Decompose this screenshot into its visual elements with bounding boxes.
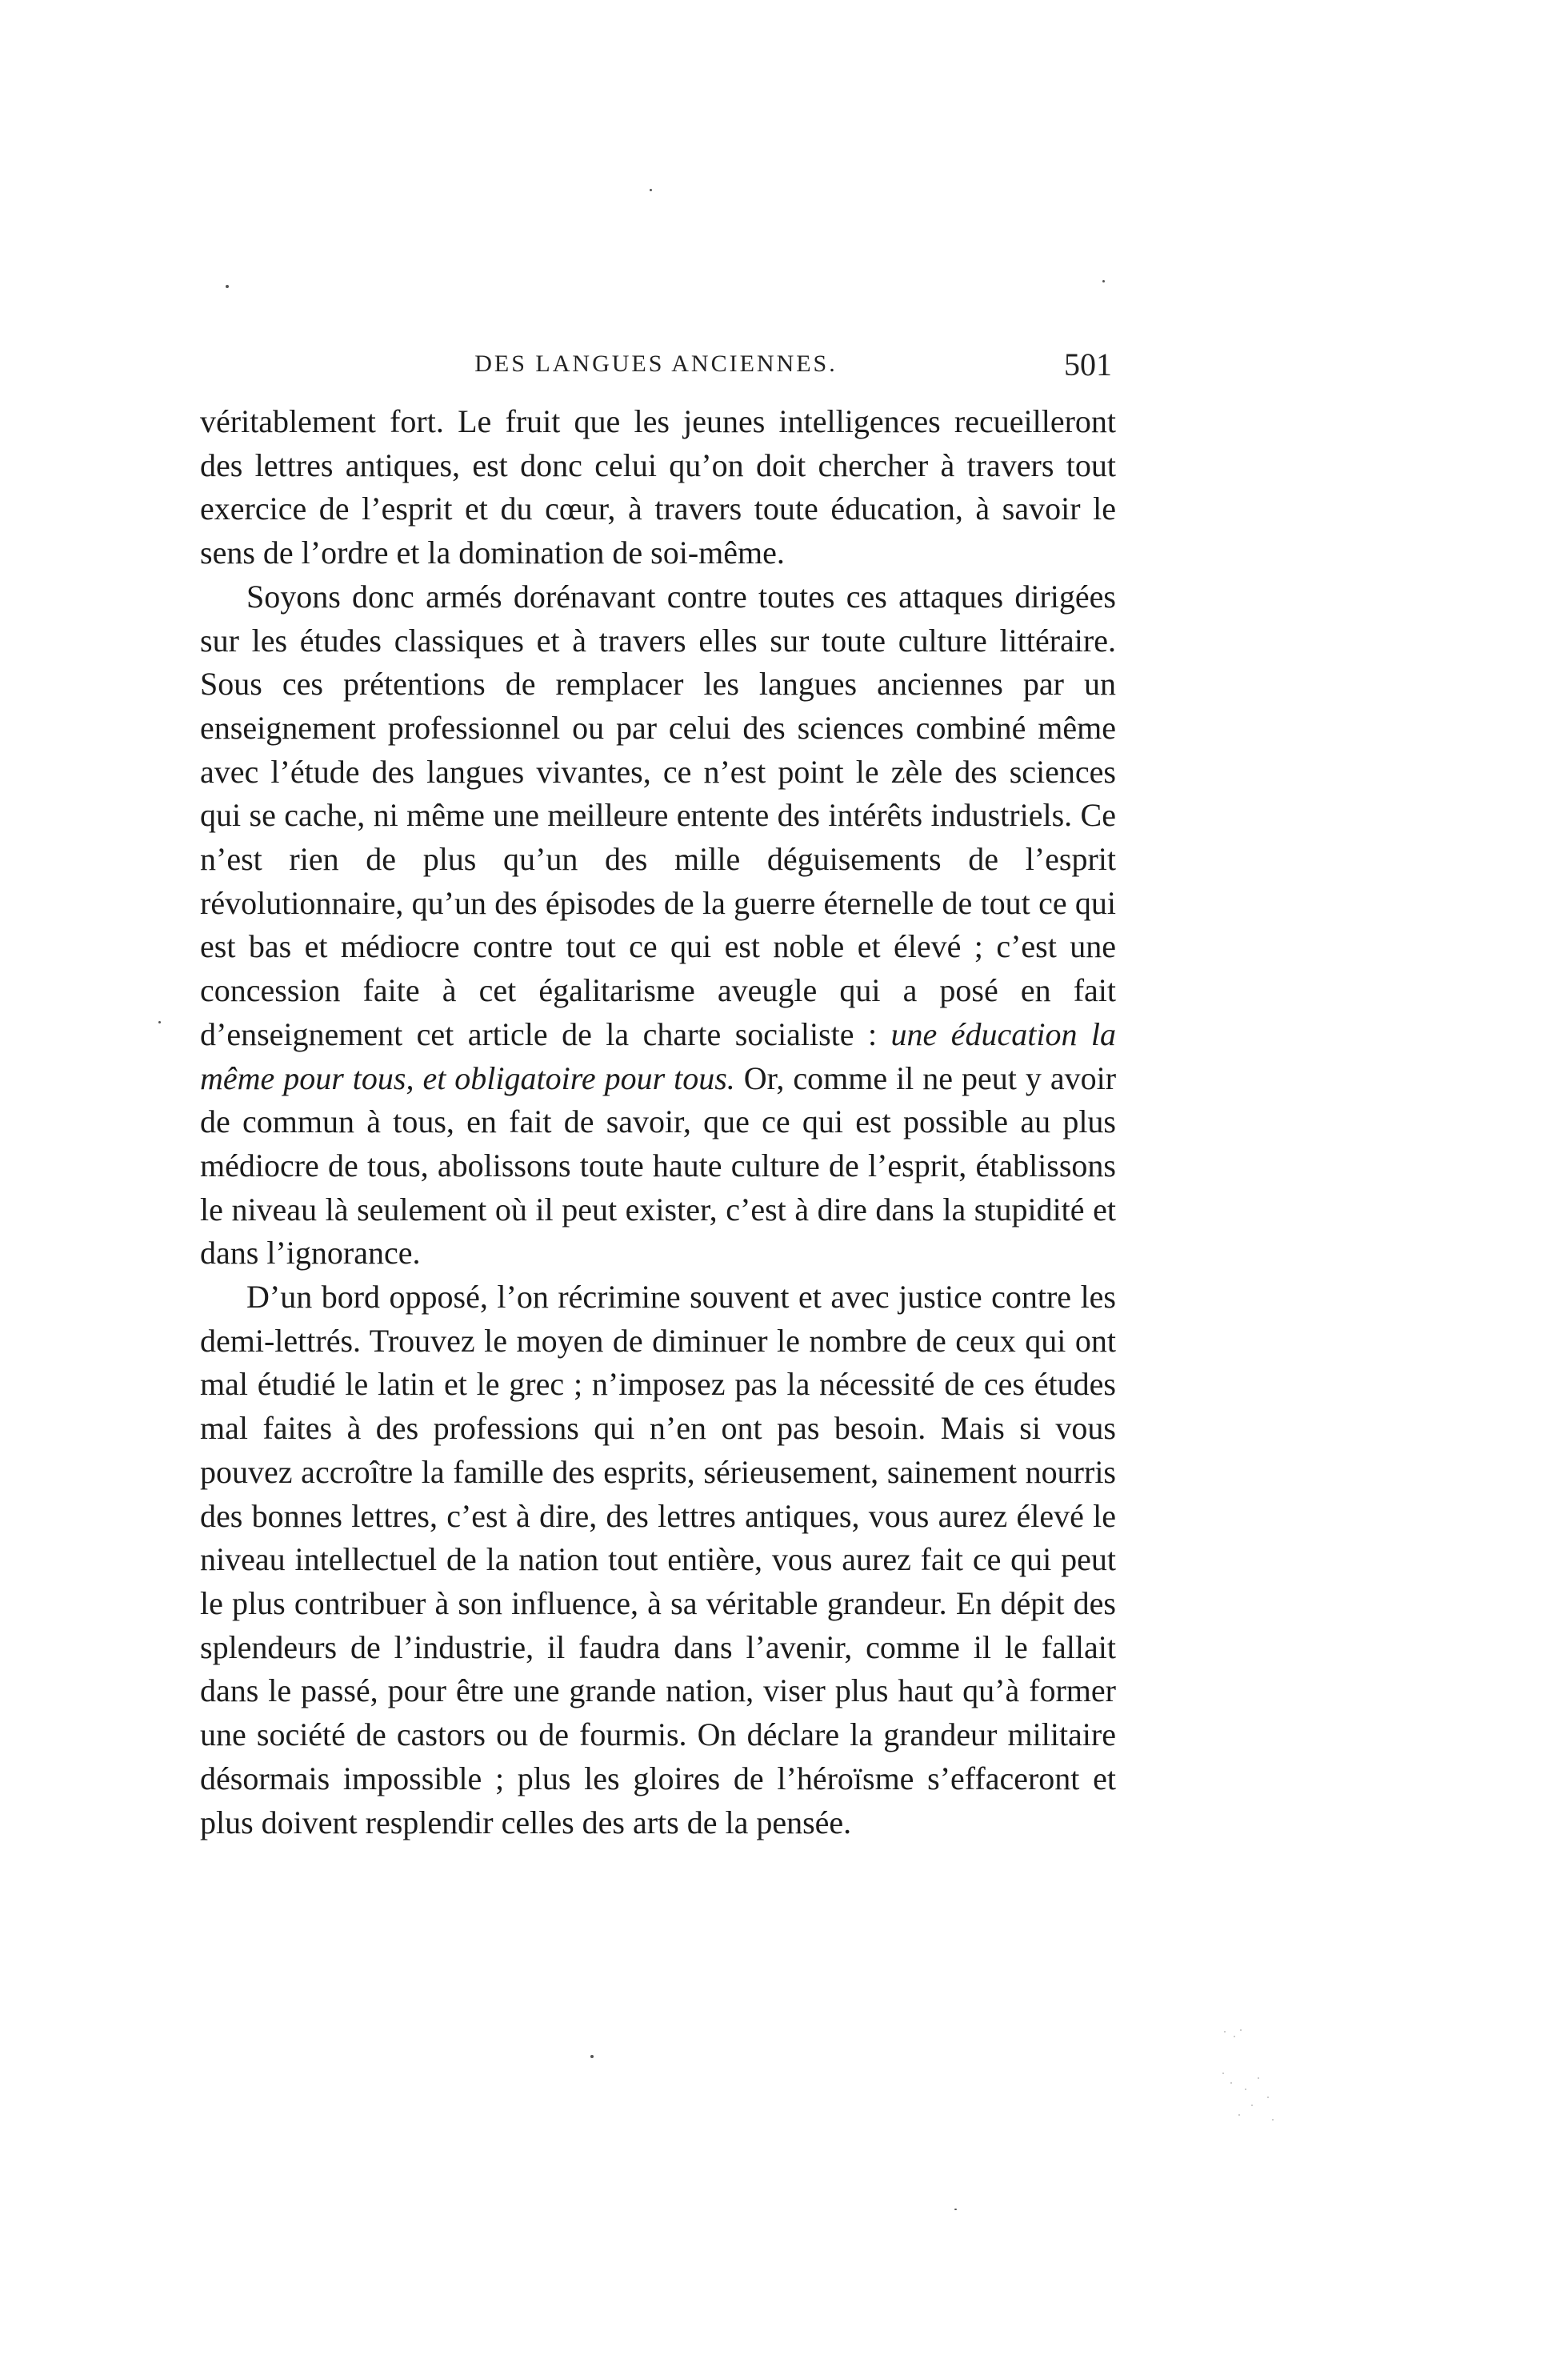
paragraph-2-text-continued: Or, comme il ne peut y avoir de commun à tous, en fait de savoir, que ce qui est possible au plus médiocre de tous, abolissons toute haute culture de l’esprit, établissons le niveau là seulement où il peut exister, c’est à dire dans la stupidité et dans l’ignorance. [200, 1059, 1117, 1272]
paragraph-3-text: D’un bord opposé, l’on récrimine souvent et avec justice contre les demi-lettrés. Trouvez le moyen de diminuer le nombre de ceux qui ont mal étudié le latin et le grec ; n’imposez pas la nécessité de ces études mal faites à des professions qui n’en ont pas besoin. Mais si vous pouvez accroître la famille des esprits, sérieusement, sainement nourris des bonnes lettres, c’est à dire, des lettres antiques, vous aurez élevé le niveau intellectuel de la nation tout entière, vous aurez fait ce qui peut le plus contribuer à son influence, à sa véritable grandeur. En dépit des splendeurs de l’industrie, il faudra dans l’avenir, comme il le fallait dans le passé, pour être une grande nation, viser plus haut qu’à former une société de castors ou de fourmis. On déclare la grandeur militaire désormais impossible ; plus les gloires de l’héroïsme s’effaceront et plus doivent resplendir celles des arts de la pensée. [200, 1279, 1116, 1840]
scan-noise [1216, 2025, 1288, 2137]
scan-speck [650, 189, 652, 191]
scan-speck [954, 2209, 957, 2210]
paragraph-2 [200, 575, 1116, 1276]
scan-speck [226, 285, 229, 288]
paragraph-1-text: véritablement fort. Le fruit que les jeunes intelligences recueilleront des lettres antiques, est donc celui qu’on doit chercher à travers tout exercice de l’esprit et du cœur, à travers toute éducation, à savoir le sens de l’ordre et la domination de soi-même. [200, 403, 1116, 571]
running-title: DES LANGUES ANCIENNES. [474, 350, 838, 377]
paragraph-1 [200, 400, 1116, 575]
scan-speck [158, 1021, 161, 1023]
body-text [200, 400, 1116, 1844]
running-header [200, 346, 1112, 395]
paragraph-3 [200, 1276, 1116, 1844]
scan-speck [590, 2055, 594, 2058]
page-number: 501 [1064, 346, 1112, 382]
scan-speck [1102, 280, 1105, 282]
paragraph-2-emphasis: une éducation la même pour tous, et obligatoire pour tous. [200, 1015, 1116, 1096]
paragraph-2-text: Soyons donc armés dorénavant contre toutes ces attaques dirigées sur les études classiques et à travers elles sur toute culture littéraire. Sous ces prétentions de remplacer les langues anciennes par un enseignement professionnel ou par celui des sciences combiné même avec l’étude des langues vivantes, ce n’est point le zèle des sciences qui se cache, ni même une meilleure entente des intérêts industriels. Ce n’est rien de plus qu’un des mille déguisements de l’esprit révolutionnaire, qu’un des épisodes de la guerre éternelle de tout ce qui est bas et médiocre contre tout ce qui est noble et élevé ; c’est une concession faite à cet égalitarisme aveugle qui a posé en fait d’enseignement cet article de la charte socialiste : [200, 578, 1116, 1052]
